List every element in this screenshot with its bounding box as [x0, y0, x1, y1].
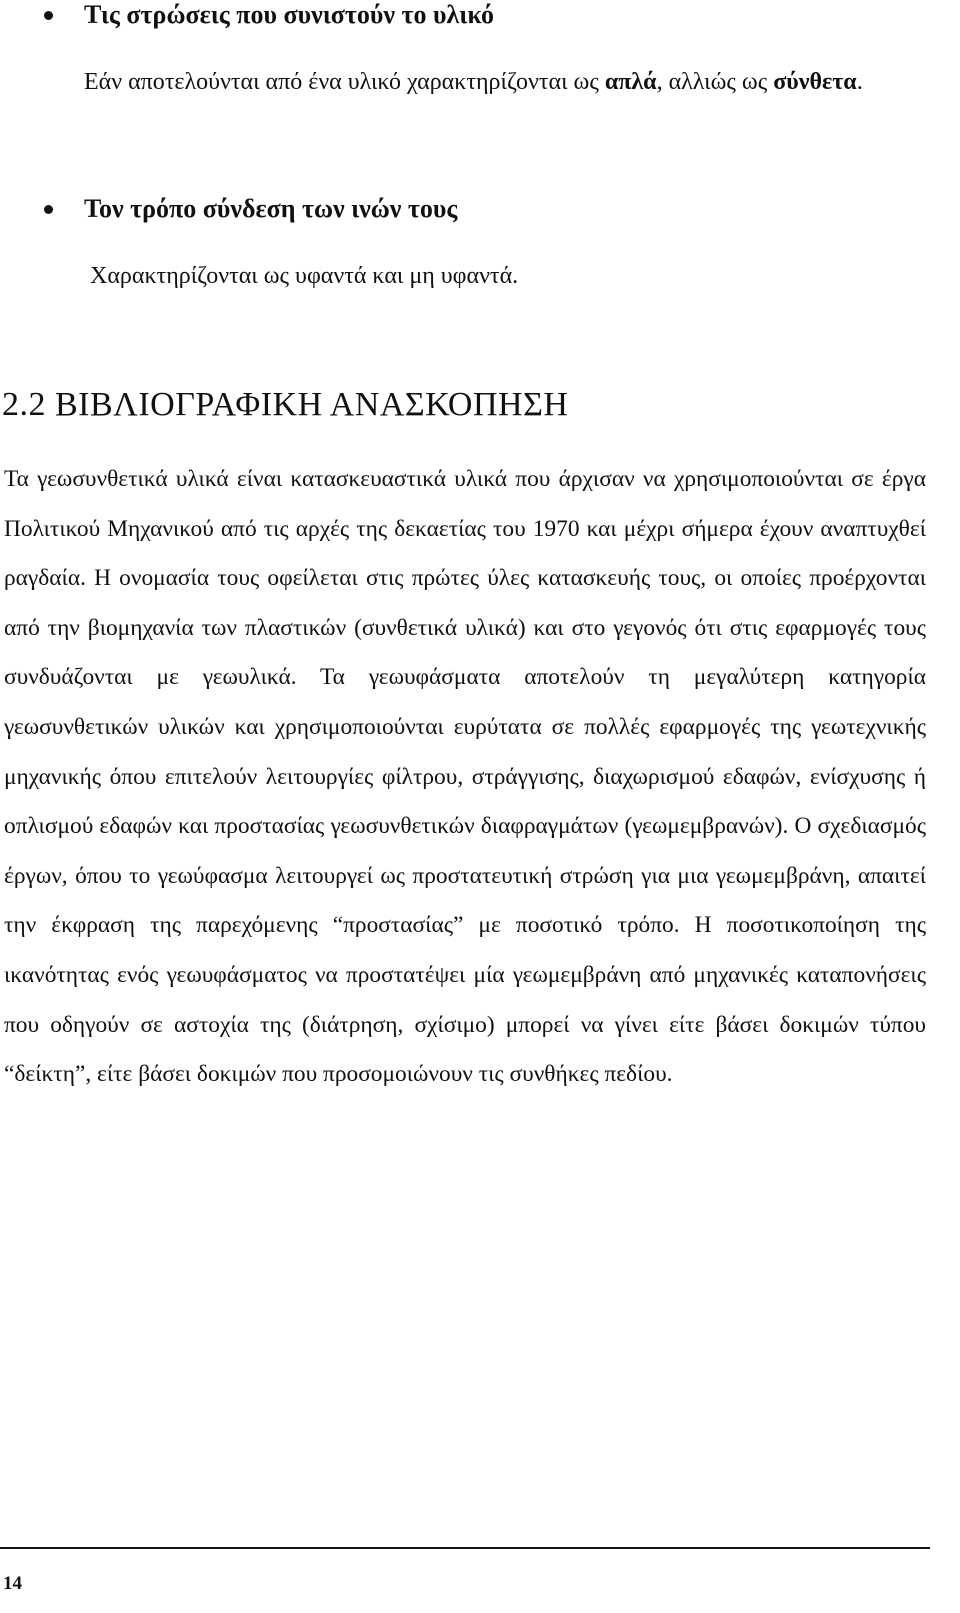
bullet-body-text	[84, 58, 926, 108]
bullet-title: Τις στρώσεις που συνιστούν το υλικό	[84, 0, 495, 29]
bullet-marker	[44, 205, 53, 214]
bullet-body-text: Χαρακτηρίζονται ως υφαντά και μη υφαντά.	[90, 263, 519, 289]
page-number: 14	[3, 1573, 22, 1594]
body-paragraph: Τα γεωσυνθετικά υλικά είναι κατασκευαστικά υλικά που άρχισαν να χρησιμοποιούνται σε έργα Πολιτικού Μηχανικού από τις αρχές της δεκαετίας του 1970 και μέχρι σήμερα έχουν αναπτυχθεί ραγδαία. Η ονομασία τους οφείλεται στις πρώτες ύλες κατασκευής τους, οι οποίες προέρχονται από την βιομηχανία των πλαστικών (συνθετικά υλικά) και στο γεγονός ότι στις εφαρμογές τους συνδυάζονται με γεωυλικά. Τα γεωυφάσματα αποτελούν τη μεγαλύτερη κατηγορία γεωσυνθετικών υλικών και χρησιμοποιούνται ευρύτατα σε πολλές εφαρμογές της γεωτεχνικής μηχανικής όπου επιτελούν λειτουργίες φίλτρου, στράγγισης, διαχωρισμού εδαφών, ενίσχυσης ή οπλισμού εδαφών και προστασίας γεωσυνθετικών διαφραγμάτων (γεωμεμβρανών). Ο σχεδιασμός έργων, όπου το γεωύφασμα λειτουργεί ως προστατευτική στρώση για μια γεωμεμβράνη, απαιτεί την έκφραση της παρεχόμενης “προστασίας” με ποσοτικό τρόπο. Η ποσοτικοποίηση της ικανότητας ενός γεωυφάσματος να προστατέψει μία γεωμεμβράνη από μηχανικές καταπονήσεις που οδηγούν σε αστοχία της (διάτρηση, σχίσιμο) μπορεί να γίνει είτε βάσει δοκιμών τύπου “δείκτη”, είτε βάσει δοκιμών που προσομοιώνουν τις συνθήκες πεδίου.	[4, 466, 926, 1088]
bullet-marker	[44, 11, 53, 20]
footer-divider	[0, 1547, 930, 1549]
bullet-title: Τον τρόπο σύνδεση των ινών τους	[84, 194, 458, 223]
bullet-body-text-start: Εάν αποτελούνται από ένα υλικό χαρακτηρίζονται ως	[84, 69, 605, 95]
section-heading: 2.2 ΒΙΒΛΙΟΓΡΑΦΙΚΗ ΑΝΑΣΚΟΠΗΣΗ	[2, 386, 569, 423]
bold-term-composite: σύνθετα	[773, 69, 857, 95]
bold-term-simple: απλά	[604, 69, 657, 95]
bullet-body-text-end: .	[856, 69, 863, 95]
bullet-body-text-middle: , αλλιώς ως	[656, 69, 774, 95]
